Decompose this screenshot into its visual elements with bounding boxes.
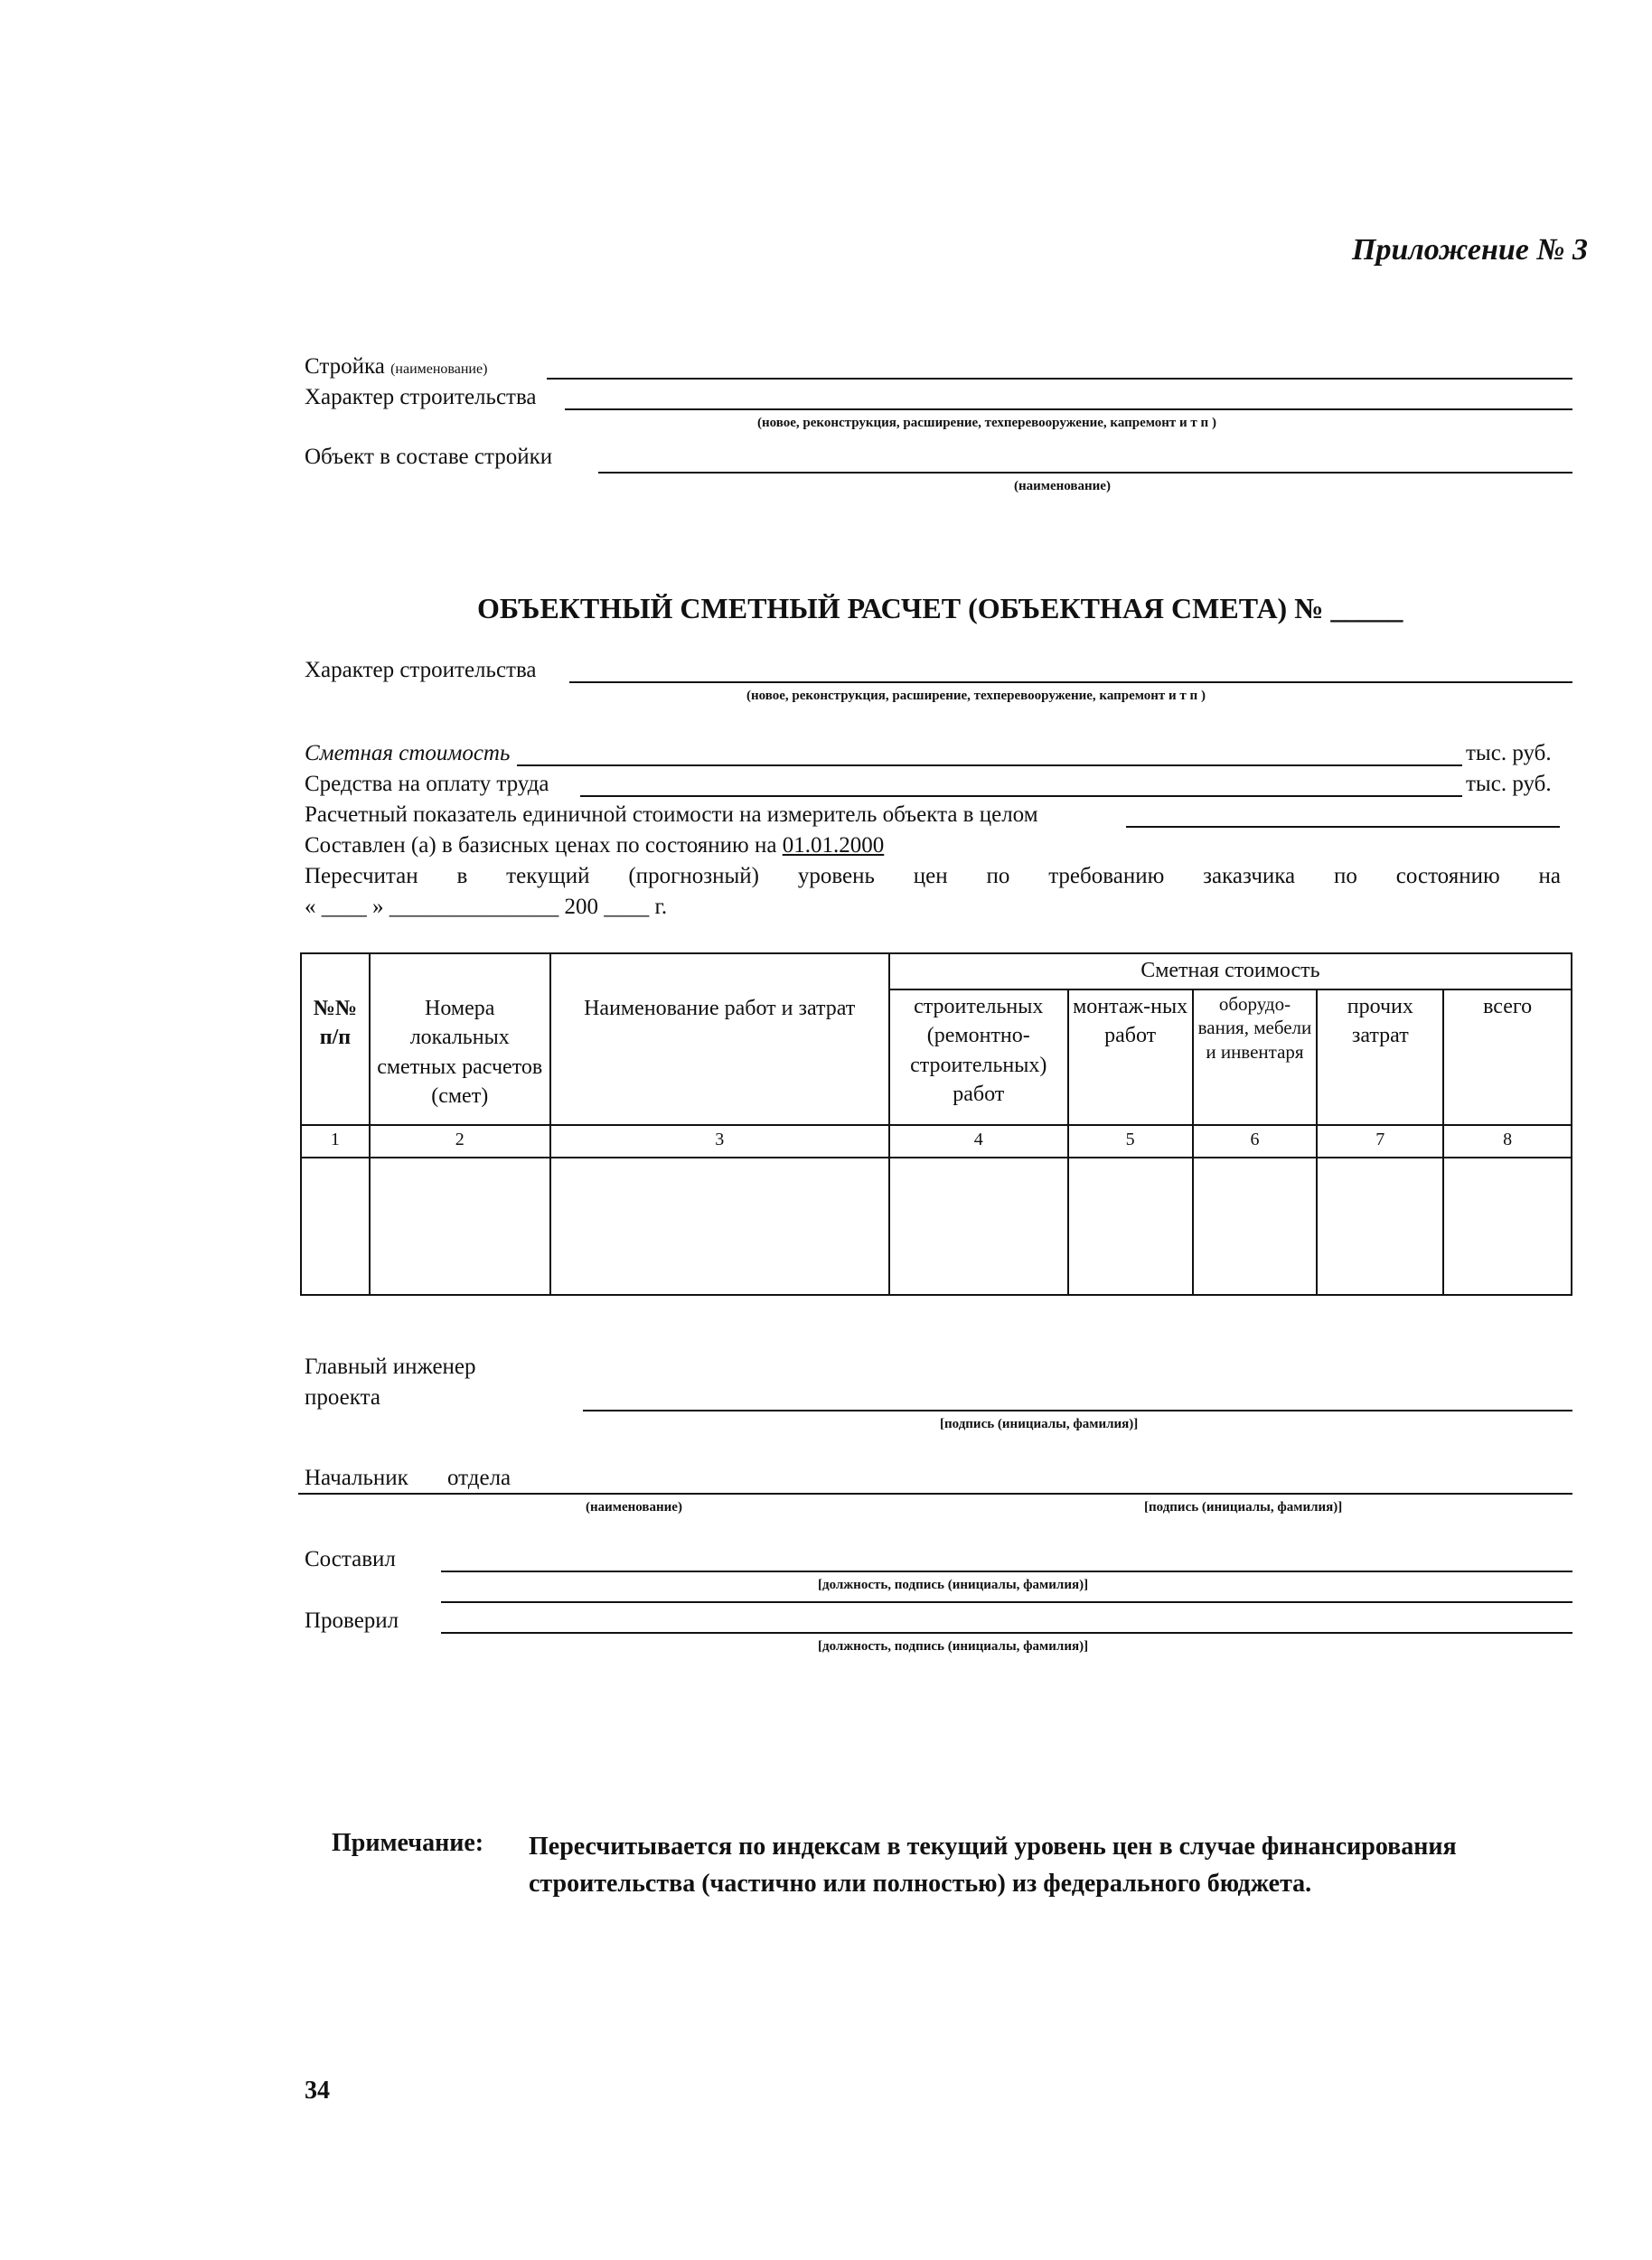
col-header-works: Наименование работ и затрат xyxy=(550,953,889,1125)
date-line: « ____ » _______________ 200 ____ г. xyxy=(305,895,668,919)
empty-cell xyxy=(1317,1158,1443,1295)
head-dept: отдела xyxy=(447,1466,512,1490)
character-label: Характер строительства xyxy=(305,385,537,409)
compiled-line xyxy=(441,1571,1572,1572)
base-date: 01.01.2000 xyxy=(782,833,885,858)
labor-line xyxy=(580,795,1462,797)
character-line xyxy=(565,408,1572,410)
labor-unit: тыс. руб. xyxy=(1466,772,1552,796)
head-label: Начальник xyxy=(305,1466,408,1490)
group-header-cost: Сметная стоимость xyxy=(889,953,1572,989)
head-sign-hint: [подпись (инициалы, фамилия)] xyxy=(1144,1500,1343,1514)
recalc-line: Пересчитан в текущий (прогнозный) уровень цен по требованию заказчика по состоянию на xyxy=(305,864,1561,888)
labor-label: Средства на оплату труда xyxy=(305,772,549,796)
appendix-label: Приложение № 3 xyxy=(1352,233,1588,267)
page-number: 34 xyxy=(305,2077,330,2105)
cost-line xyxy=(517,764,1462,766)
base-prices-label: Составлен (а) в базисных ценах по состоянию на xyxy=(305,833,777,858)
col-number: 8 xyxy=(1443,1125,1572,1158)
chief-engineer-line xyxy=(583,1410,1572,1411)
compiled-line-2 xyxy=(441,1601,1572,1603)
stroika-label xyxy=(305,354,487,380)
chief-engineer-label: Главный инженер проекта xyxy=(305,1355,476,1410)
estimate-table xyxy=(300,952,1572,1296)
checked-line xyxy=(441,1632,1572,1634)
col-header-construction: строительных (ремонтно-строительных) работ xyxy=(889,989,1068,1125)
col-number: 3 xyxy=(550,1125,889,1158)
indicator-line xyxy=(1126,826,1560,828)
details-character-label: Характер строительства xyxy=(305,658,537,682)
details-character-line xyxy=(569,681,1572,683)
object-line xyxy=(598,472,1572,474)
col-number: 2 xyxy=(370,1125,550,1158)
head-name-hint: (наименование) xyxy=(586,1500,682,1514)
empty-cell xyxy=(889,1158,1068,1295)
note-label: Примечание: xyxy=(332,1829,484,1857)
indicator-label: Расчетный показатель единичной стоимости на измеритель объекта в целом xyxy=(305,802,1038,827)
col-header-total: всего xyxy=(1443,989,1572,1125)
col-number: 1 xyxy=(301,1125,370,1158)
col-header-equipment: оборудо-вания, мебели и инвентаря xyxy=(1193,989,1318,1125)
cost-label: Сметная стоимость xyxy=(305,741,511,765)
col-header-other: прочих затрат xyxy=(1317,989,1443,1125)
object-label: Объект в составе стройки xyxy=(305,445,553,469)
compiled-label: Составил xyxy=(305,1547,396,1571)
empty-cell xyxy=(550,1158,889,1295)
stroika-hint: (наименование) xyxy=(390,361,488,377)
character-hint: (новое, реконструкция, расширение, техперевооружение, капремонт и т п ) xyxy=(757,416,1216,430)
empty-cell xyxy=(370,1158,550,1295)
col-header-num: №№ п/п xyxy=(301,953,370,1125)
col-number: 5 xyxy=(1068,1125,1193,1158)
col-header-local-estimates: Номера локальных сметных расчетов (смет) xyxy=(370,953,550,1125)
empty-cell xyxy=(1443,1158,1572,1295)
empty-cell xyxy=(301,1158,370,1295)
col-number: 4 xyxy=(889,1125,1068,1158)
col-number: 6 xyxy=(1193,1125,1318,1158)
compiled-hint: [должность, подпись (инициалы, фамилия)] xyxy=(818,1578,1089,1592)
col-number: 7 xyxy=(1317,1125,1443,1158)
details-character-hint: (новое, реконструкция, расширение, техперевооружение, капремонт и т п ) xyxy=(746,689,1206,703)
base-prices-line xyxy=(305,833,884,858)
empty-cell xyxy=(1068,1158,1193,1295)
stroika-line xyxy=(547,378,1572,380)
chief-engineer-hint: [подпись (инициалы, фамилия)] xyxy=(940,1417,1139,1431)
checked-label: Проверил xyxy=(305,1608,399,1633)
col-header-installation: монтаж-ных работ xyxy=(1068,989,1193,1125)
empty-cell xyxy=(1193,1158,1318,1295)
object-hint: (наименование) xyxy=(1014,479,1111,493)
head-line xyxy=(298,1493,1572,1495)
checked-hint: [должность, подпись (инициалы, фамилия)] xyxy=(818,1639,1089,1654)
stroika-label-text: Стройка xyxy=(305,354,385,379)
cost-unit: тыс. руб. xyxy=(1466,741,1552,765)
note-text: Пересчитывается по индексам в текущий уровень цен в случае финансирования строительства (частично или полностью) из федерального бюджета. xyxy=(529,1833,1457,1898)
document-title: ОБЪЕКТНЫЙ СМЕТНЫЙ РАСЧЕТ (ОБЪЕКТНАЯ СМЕТА) № _____ xyxy=(477,592,1403,624)
